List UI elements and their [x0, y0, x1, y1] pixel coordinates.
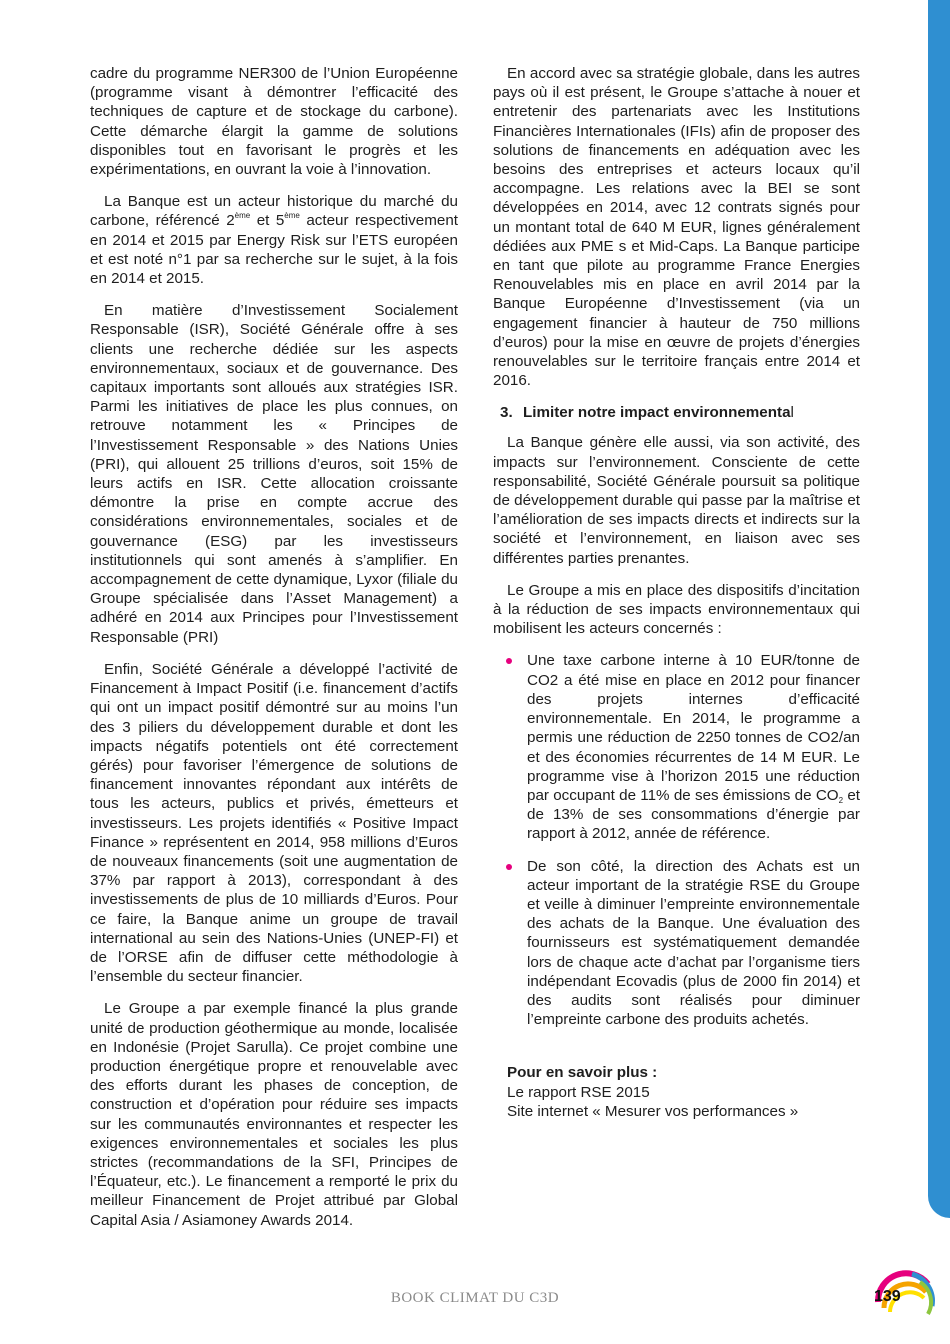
- page-number: 139: [874, 1288, 901, 1305]
- left-column: [90, 64, 458, 1243]
- footer-title: BOOK CLIMAT DU C3D: [390, 1290, 560, 1306]
- learn-more-link-website[interactable]: Site internet « Mesurer vos performances »: [507, 1102, 799, 1120]
- learn-more-box: [493, 1063, 860, 1121]
- paragraph: Enfin, Société Générale a développé l’activité de Financement à Impact Positif (i.e. financement d’actifs qui ont un impact positif démontré sur au moins l’un des 3 piliers du développement durable et dont les impacts négatifs potentiels ont été correctement gérés) pour favoriser l’émergence de solutions de financement innovantes répondant aux intérêts de tous les acteurs, publics et privés, émetteurs et investisseurs. Les projets identifiés « Positive Impact Finance » représentent en 2014, 958 millions d’Euros de nouveaux financements (soit une augmentation de 37% par rapport à 2013), correspondant à des investissements de plus de 10 milliards d’Euros. Pour ce faire, la Banque anime un groupe de travail international au sein des Nations-Unies (UNEP-FI) et de l’ORSE afin de diffuser cette méthodologie à l’ensemble du secteur financier.: [90, 660, 458, 986]
- side-tab: [928, 0, 950, 1218]
- paragraph: En accord avec sa stratégie globale, dans les autres pays où il est présent, le Groupe s’attache à nouer et entretenir des partenariats avec les Institutions Financières Internationales (IFIs) afin de proposer des solutions de financements en adéquation avec les besoins des entreprises et acteurs locaux qu’il accompagne. Les relations avec la BEI se sont développées en 2014, avec 12 contrats signés pour un montant total de 640 M EUR, lignes généralement dédiées aux PME s et Mid-Caps. La Banque participe en tant que pilote au programme France Energies Renouvelables mis en place en avril 2014 par la Banque Européenne d’Investissement (via un engagement financier à hauteur de 750 millions d’euros) pour la mise en œuvre de projets d’énergies renouvelables sur le territoire français entre 2014 et 2016.: [493, 65, 860, 390]
- bullet-dot-icon: [506, 658, 512, 664]
- paragraph: Le Groupe a mis en place des dispositifs d’incitation à la réduction de ses impacts environnementaux qui mobilisent les acteurs concernés :: [493, 581, 860, 638]
- paragraph: cadre du programme NER300 de l’Union Européenne (programme visant à démontrer l’efficacité des techniques de capture et de stockage du carbone). Cette démarche élargit la gamme de solutions disponibles tout en favorisant le progrès et les expérimentations, en ouvrant la voie à l’innovation.: [90, 65, 458, 179]
- learn-more-title: Pour en savoir plus :: [507, 1064, 658, 1082]
- list-item: Une taxe carbone interne à 10 EUR/tonne de CO2 a été mise en place en 2012 pour financer des projets internes d’efficacité environnementale. En 2014, le programme a permis une réduction de 2250 tonnes de CO2/an et des économies récurrentes de 14 M EUR. Le programme vise à l’horizon 2015 une réduction par occupant de 11% de ses émissions de $CO_2$ et de 13% de ses consommations d’énergie par rapport à 2012, année de référence.: [493, 651, 860, 843]
- section-heading: 3. Limiter notre impact environnemental: [500, 404, 794, 422]
- paragraph: La Banque est un acteur historique du marché du carbone, référencé 2ème et 5ème acteur respectivement en 2014 et 2015 par Energy Risk sur l’ETS européen et est noté n°1 par sa recherche sur le sujet, à la fois en 2014 et 2015.: [90, 193, 458, 288]
- bullet-dot-icon: [506, 864, 512, 870]
- bullet-list: [493, 651, 860, 1029]
- paragraph: En matière d’Investissement Socialement Responsable (ISR), Société Générale offre à ses clients une recherche dédiée sur les aspects environnementaux, sociaux et de gouvernance. Des capitaux importants sont alloués aux stratégies ISR. Parmi les initiatives de place les plus connues, on retrouve notamment les « Principes de l’Investissement Responsable » des Nations Unies (PRI), qui allouent 25 trillions d’euros, soit 15% de leurs actifs en ISR. Cette allocation croissante démontre la prise en compte accrue des considérations environnementales, sociales et de gouvernance (ESG) par les investisseurs institutionnels qui sont amenés à s’amplifier. En accompagnement de cette dynamique, Lyxor (filiale du Groupe spécialisée dans l’Asset Management) a adhéré en 2014 aux Principes pour l’Investissement Responsable (PRI): [90, 302, 458, 646]
- learn-more-link-report[interactable]: Le rapport RSE 2015: [507, 1083, 650, 1101]
- right-column: [493, 64, 860, 1121]
- list-item: De son côté, la direction des Achats est un acteur important de la stratégie RSE du Groupe et veille à diminuer l’empreinte environnementale des achats de la Banque. Une évaluation des fournisseurs est systématiquement demandée lors de chaque acte d’achat par l’organisme tiers indépendant Ecovadis (plus de 2000 fin 2014) et des audits sont réalisés pour diminuer l’empreinte carbone des produits achetés.: [493, 857, 860, 1030]
- paragraph: Le Groupe a par exemple financé la plus grande unité de production géothermique au monde, localisée en Indonésie (Projet Sarulla). Ce projet combine une production énergétique propre et renouvelable avec des efforts durant les phases de conception, de construction et d’opération pour réduire ses impacts sur les communautés environnantes et respecter les exigences environnementales et sociales les plus strictes (recommandations de la SFI, Principes de l’Équateur, etc.). Le financement a remporté le prix du meilleur Financement de Projet attribué par Global Capital Asia / Asiamoney Awards 2014.: [90, 1000, 458, 1229]
- paragraph: La Banque génère elle aussi, via son activité, des impacts sur l’environnement. Consciente de cette responsabilité, Société Générale poursuit sa politique de développement durable qui passe par la maîtrise et l’amélioration de ses impacts directs et indirects sur la société et l’environnement, en liaison avec ses différentes parties prenantes.: [493, 434, 860, 567]
